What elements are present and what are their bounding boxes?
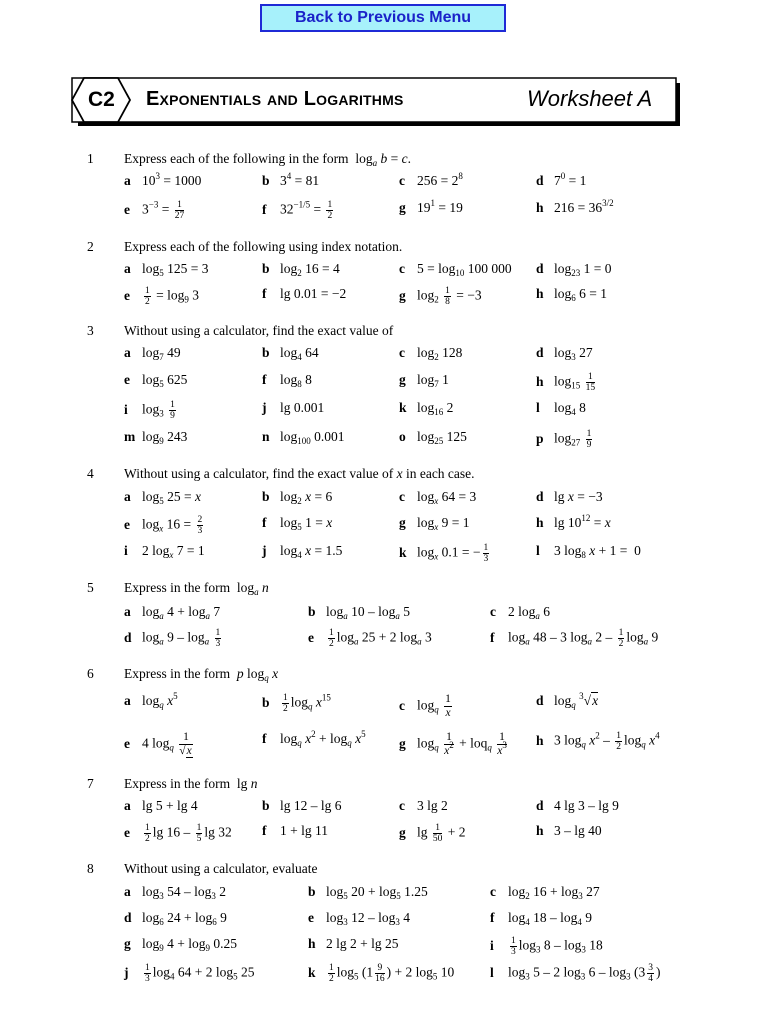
part-8l: l $\log_3 5 - 2$ $\log_3 6 - \log_3 (3$ $\frac{3}{4}$ ) — [490, 963, 661, 984]
part-1f: f $32^{-1/5}$ = $\frac{1}{2}$ — [262, 199, 333, 221]
worksheet-header — [72, 78, 680, 126]
course-code: C2 — [88, 88, 115, 111]
part-6e: e 4 $\log_q$ $\frac{1}{√x}$ — [124, 731, 192, 757]
part-3h: h $\log_{15}$ $\frac{1}{15}$ — [536, 372, 596, 393]
question-text: Express in the form lg n — [124, 776, 258, 791]
part-2e: e $\frac{1}{2}$ = $\log_9 3$ — [124, 286, 199, 307]
part-8g: g $\log_9 4 + \log_9 0.25$ — [124, 936, 238, 953]
part-1e: e $3^{-3}$ = $\frac{1}{27}$ — [124, 199, 185, 221]
part-1d: d $7^0 = 1$ — [536, 171, 587, 188]
question-8-row-1 — [0, 884, 768, 906]
part-6h: h 3 $\log_q x^2$ – $\frac{1}{2}$ $\log_q x^4$ — [536, 730, 660, 752]
part-4f: f $\log_5 1 = x$ — [262, 515, 333, 532]
question-7-row-1 — [0, 798, 768, 820]
part-6c: c $\log_q$ $\frac{1}{x}$ — [399, 693, 451, 719]
part-4c: c $\log_x 64 = 3$ — [399, 489, 477, 506]
question-3-row-1 — [0, 345, 768, 367]
part-4j: j $\log_4 x = 1.5$ — [262, 543, 343, 560]
page-title: Exponentials and Logarithms — [146, 88, 404, 110]
part-4h: h $\lg 10^{12} = x$ — [536, 513, 611, 530]
question-1-row-2 — [0, 200, 768, 222]
part-2f: f lg 0.01 = −2 — [262, 286, 347, 301]
question-number: 2 — [87, 239, 94, 254]
part-3n: n $\log_{100} 0.001$ — [262, 429, 345, 446]
question-text: Without using a calculator, find the exact value of — [124, 323, 394, 338]
part-8c: c $\log_2 16 + \log_3 27$ — [490, 884, 600, 901]
part-3g: g $\log_7 1$ — [399, 372, 449, 389]
question-text: Without using a calculator, find the exact value of x in each case. — [124, 466, 475, 481]
question-8-row-4 — [0, 963, 768, 985]
part-3b: b $\log_4 64$ — [262, 345, 319, 362]
question-4-row-1 — [0, 489, 768, 511]
part-1a: a $10^3 = 1000$ — [124, 171, 202, 188]
question-3-row-3 — [0, 400, 768, 422]
question-number: 8 — [87, 861, 94, 876]
question-number: 3 — [87, 323, 94, 338]
part-8k: k $\frac{1}{2}$ $\log_5 (1$ $\frac{9}{16}$ ) + 2 $\log_5 10$ — [308, 963, 455, 984]
question-2-row-1 — [0, 261, 768, 283]
part-8h: h 2 lg 2 + lg 25 — [308, 936, 399, 951]
part-7c: c 3 lg 2 — [399, 798, 448, 813]
question-2-row-2 — [0, 286, 768, 308]
question-3-row-2 — [0, 372, 768, 394]
question-8-row-2 — [0, 910, 768, 932]
part-4d: d lg x = −3 — [536, 489, 603, 504]
part-1b: b $3^4 = 81$ — [262, 171, 320, 188]
question-text: Express in the form $\log_a n$ — [124, 580, 269, 597]
part-2c: c $5 = \log_{10} 100$ 000 — [399, 261, 512, 278]
question-number: 4 — [87, 466, 94, 481]
part-2a: a $\log_5 125 = 3$ — [124, 261, 209, 278]
question-5-row-1 — [0, 604, 768, 626]
part-7g: g lg $\frac{1}{50}$ + 2 — [399, 823, 466, 844]
part-2d: d $\log_{23} 1 = 0$ — [536, 261, 612, 278]
question-text: Without using a calculator, evaluate — [124, 861, 318, 876]
part-3f: f $\log_8 8$ — [262, 372, 312, 389]
part-8i: i $\frac{1}{3}$ $\log_3 8 - \log_3 18$ — [490, 936, 603, 957]
part-6b: b $\frac{1}{2}$ $\log_q x^{15}$ — [262, 692, 331, 714]
question-number: 7 — [87, 776, 94, 791]
question-text: Express in the form p $\log_q x$ — [124, 666, 279, 683]
part-5b: b $\log_a 10 - \log_a 5$ — [308, 604, 411, 621]
question-4-row-2 — [0, 515, 768, 537]
part-3i: i $\log_3$ $\frac{1}{9}$ — [124, 400, 175, 421]
question-4-row-3 — [0, 543, 768, 565]
part-5d: d $\log_a 9 - \log_a$ $\frac{1}{3}$ — [124, 628, 221, 649]
part-3m: m $\log_9 243$ — [124, 429, 188, 446]
part-8j: j $\frac{1}{3}$ $\log_4 64 + 2$ $\log_5 25$ — [124, 963, 255, 984]
question-5-row-2 — [0, 628, 768, 650]
part-7a: a lg 5 + lg 4 — [124, 798, 198, 813]
part-3a: a $\log_7 49$ — [124, 345, 181, 362]
question-3-row-4 — [0, 429, 768, 451]
part-7f: f 1 + lg 11 — [262, 823, 328, 838]
part-3d: d $\log_3 27$ — [536, 345, 593, 362]
part-3c: c $\log_2 128$ — [399, 345, 463, 362]
question-number: 5 — [87, 580, 94, 595]
part-2g: g $\log_2$ $\frac{1}{8}$ = −3 — [399, 286, 482, 307]
part-5e: e $\frac{1}{2}$ $\log_a 25 + 2$ $\log_a 3$ — [308, 628, 432, 649]
part-3l: l $\log_4 8$ — [536, 400, 586, 417]
part-8a: a $\log_3 54 - \log_3 2$ — [124, 884, 227, 901]
part-6f: f $\log_q x^2 + \log_q x^5$ — [262, 729, 366, 748]
question-8-row-3 — [0, 936, 768, 958]
part-3k: k $\log_{16} 2$ — [399, 400, 454, 417]
part-4l: l 3 $\log_8 x + 1 = 0$ — [536, 543, 641, 560]
part-5f: f $\log_a 48 - 3$ $\log_a 2$ – $\frac{1}{2}$ $\log_a 9$ — [490, 628, 659, 649]
part-1c: c $256 = 2^8$ — [399, 171, 463, 188]
part-4k: k $\log_x 0.1$ = − $\frac{1}{3}$ — [399, 543, 489, 564]
back-to-previous-menu-button[interactable]: Back to Previous Menu — [260, 4, 506, 32]
question-text: Express each of the following using index notation. — [124, 239, 403, 254]
question-number: 6 — [87, 666, 94, 681]
part-8e: e $\log_3 12 - \log_3 4$ — [308, 910, 411, 927]
part-7b: b lg 12 – lg 6 — [262, 798, 342, 813]
part-3j: j lg 0.001 — [262, 400, 325, 415]
question-6-row-1 — [0, 691, 768, 719]
question-1-row-1 — [0, 173, 768, 195]
part-7e: e $\frac{1}{2}$ lg 16 – $\frac{1}{5}$ lg 32 — [124, 823, 232, 844]
question-7-row-2 — [0, 823, 768, 845]
part-7h: h 3 – lg 40 — [536, 823, 602, 838]
part-1h: h $216 = 36^{3/2}$ — [536, 198, 614, 215]
question-text: Express each of the following in the form $\log_a b = c$. — [124, 151, 411, 168]
part-5c: c 2 $\log_a 6$ — [490, 604, 551, 621]
question-6-row-2 — [0, 729, 768, 757]
part-2b: b $\log_2 16 = 4$ — [262, 261, 340, 278]
part-2h: h $\log_6 6 = 1$ — [536, 286, 608, 303]
part-3e: e $\log_5 625$ — [124, 372, 188, 389]
part-5a: a $\log_a 4 + \log_a 7$ — [124, 604, 221, 621]
part-6g: g $\log_q$ $\frac{1}{x^2}$ + loq$_q$ $\frac{1}{x^3}$ — [399, 731, 507, 757]
part-8d: d $\log_6 24 + \log_6 9$ — [124, 910, 227, 927]
part-4a: a $\log_5 25 = x$ — [124, 489, 202, 506]
worksheet-label: Worksheet A — [527, 86, 653, 111]
part-4g: g $\log_x 9 = 1$ — [399, 515, 470, 532]
part-6a: a $\log_q x^5$ — [124, 691, 178, 710]
part-1g: g $19^1 = 19$ — [399, 198, 463, 215]
part-8f: f $\log_4 18 - \log_4 9$ — [490, 910, 593, 927]
part-3o: o $\log_{25} 125$ — [399, 429, 467, 446]
part-6d: d $\log_q ^3√x$ — [536, 691, 599, 710]
question-number: 1 — [87, 151, 94, 166]
part-4i: i 2 $\log_x 7 = 1$ — [124, 543, 205, 560]
part-7d: d 4 lg 3 – lg 9 — [536, 798, 619, 813]
part-3p: p $\log_{27}$ $\frac{1}{9}$ — [536, 429, 592, 450]
part-4e: e $\log_x 16$ = $\frac{2}{3}$ — [124, 515, 203, 536]
part-8b: b $\log_5 20 + \log_5 1.25$ — [308, 884, 428, 901]
part-4b: b $\log_2 x = 6$ — [262, 489, 333, 506]
